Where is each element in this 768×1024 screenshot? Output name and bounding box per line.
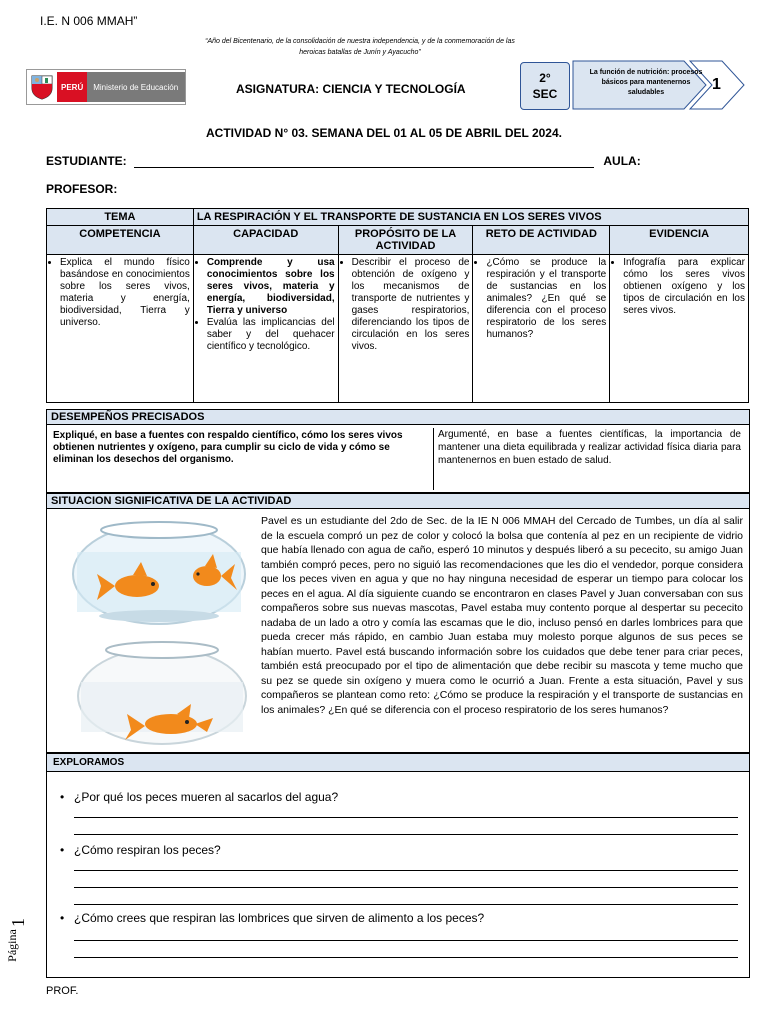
logo-country: PERÚ	[57, 72, 87, 102]
grade-box	[520, 62, 570, 110]
capacidad-1: • Comprende y usa conocimientos sobre los seres vivos, materia y energía, biodiversidad, Tierra y universo	[207, 257, 335, 317]
situacion-section	[46, 493, 750, 753]
student-row	[46, 154, 641, 168]
topic-arrow	[572, 60, 748, 110]
school-name: I.E. N 006 MMAH”	[40, 14, 138, 28]
question-1: • ¿Por qué los peces mueren al sacarlos del agua?	[74, 790, 338, 804]
situacion-text: Pavel es un estudiante del 2do de Sec. de la IE N 006 MMAH del Cercado de Tumbes, un día al salir de la escuela compró un pez de color y colocó la bolsa que contenía al pez en un recipiente de vidrio que había llenado con agua de caño, esperó 10 minutos y después liberó a su pececito, su amigo Juan también compró peces, pero no siguió las recomendaciones que les dio el vendedor, porque considera que los peces viven en agua y que no hay ninguna necesidad de esperar un tiempo para colocar los peces en el agua. Al día siguiente cuando se encontraron en clases Pavel y Juan conversaban con sus compañeros sobre sus nuevas mascotas, Pavel estaba muy contento porque al despertar su pececito nadaba de un lado a otro y comía las escamas que le dio, incluso pensó en darles lombrices para que pueda crecer más rápido, en cambio Juan estaba muy molesto porque algunos de sus peces se habían muerto. Pavel está buscando información sobre los cuidados que debe tener para criar peces, también está preocupado por el tipo de alimentación que debe recibir su mascota y teme mucho que su pez se quede sin oxígeno y muera como le ocurrió a Juan. Frente a esta situación, Pavel y sus compañeros se plantean como reto: ¿Cómo se produce la respiración y el transporte de sustancias en los animales? ¿En qué se diferencia con el proceso respiratorio de los seres humanos?	[261, 515, 743, 716]
evidencia-text: • Infografía para explicar cómo los seres vivos obtienen oxígeno y los tipos de circulación en los seres vivos.	[623, 257, 745, 317]
reto-text: • ¿Cómo se produce la respiración y el transporte de sustancias en los animales? ¿En qué se diferencia con el proceso respiratorio de los seres humanos?	[486, 257, 606, 341]
activity-title: ACTIVIDAD N° 03. SEMANA DEL 01 AL 05 DE ABRIL DEL 2024.	[205, 126, 562, 140]
ministry-logo	[26, 69, 186, 105]
desempeno-right: Argumenté, en base a fuentes científicas, la importancia de mantener una dieta equilibrada y realizar actividad física diaria para mantenernos en buen estado de salud.	[433, 428, 745, 490]
classroom-label: AULA:	[603, 154, 641, 168]
exploramos-section	[46, 753, 750, 978]
answer-line[interactable]	[74, 904, 738, 905]
answer-line[interactable]	[74, 887, 738, 888]
header-evidencia: EVIDENCIA	[610, 226, 749, 255]
peru-shield-icon	[27, 72, 57, 102]
grade-level: SEC	[532, 87, 558, 101]
grade-number: 2°	[539, 71, 551, 85]
student-label: ESTUDIANTE:	[46, 154, 127, 168]
desempenos-section	[46, 409, 750, 493]
proposito-text: • Describir el proceso de obtención de oxígeno y los mecanismos de transporte de nutrientes y gases respiratorios, diferenciando los tipos de circulación en los seres vivos.	[352, 257, 470, 353]
competencia-text: • Explica el mundo físico basándose en conocimientos sobre los seres vivos, materia y energía, biodiversidad, Tierra y universo.	[60, 257, 190, 329]
desempenos-title: DESEMPEÑOS PRECISADOS	[47, 410, 749, 425]
answer-line[interactable]	[74, 834, 738, 835]
activity-table	[46, 208, 749, 403]
exploramos-title: EXPLORAMOS	[47, 754, 749, 772]
header-capacidad: CAPACIDAD	[193, 226, 338, 255]
fishbowl-dead-image	[67, 634, 262, 746]
page-marker	[4, 918, 32, 976]
header-reto: RETO DE ACTIVIDAD	[473, 226, 610, 255]
topic-text: La función de nutrición: procesos básicos para mantenernos saludables	[589, 69, 703, 96]
tema-value: LA RESPIRACIÓN Y EL TRANSPORTE DE SUSTANCIA EN LOS SERES VIVOS	[193, 209, 748, 226]
situacion-title: SITUACION SIGNIFICATIVA DE LA ACTIVIDAD	[47, 494, 749, 509]
logo-ministry: Ministerio de Educación	[87, 72, 185, 102]
year-motto: “Año del Bicentenario, de la consolidación de nuestra independencia, y de la conmemoración de las heroicas batallas de Junín y Ayacucho”	[205, 38, 515, 56]
teacher-row	[46, 182, 117, 196]
answer-line[interactable]	[74, 870, 738, 871]
page-number: 1	[8, 918, 28, 927]
teacher-label: PROFESOR:	[46, 182, 118, 196]
answer-line[interactable]	[74, 957, 738, 958]
topic-number: 1	[712, 76, 721, 93]
tema-label: TEMA	[47, 209, 194, 226]
footer-prof: PROF.	[46, 985, 79, 997]
student-field[interactable]	[134, 167, 594, 168]
question-2: • ¿Cómo respiran los peces?	[74, 843, 221, 857]
subject-title: ASIGNATURA: CIENCIA Y TECNOLOGÍA	[236, 82, 466, 96]
desempeno-left: Expliqué, en base a fuentes con respaldo científico, cómo los seres vivos obtienen nutrientes y oxígeno, para cumplir su ciclo de vida y cómo se eliminan los desechos del organismo.	[53, 430, 403, 465]
header-competencia: COMPETENCIA	[47, 226, 194, 255]
capacidad-2: • Evalúa las implicancias del saber y del quehacer científico y tecnológico.	[207, 317, 335, 353]
page-label: Página	[4, 929, 19, 962]
fishbowl-live-image	[67, 516, 262, 626]
answer-line[interactable]	[74, 817, 738, 818]
question-3: • ¿Cómo crees que respiran las lombrices que sirven de alimento a los peces?	[74, 911, 484, 925]
header-proposito: PROPÓSITO DE LA ACTIVIDAD	[338, 226, 473, 255]
answer-line[interactable]	[74, 940, 738, 941]
